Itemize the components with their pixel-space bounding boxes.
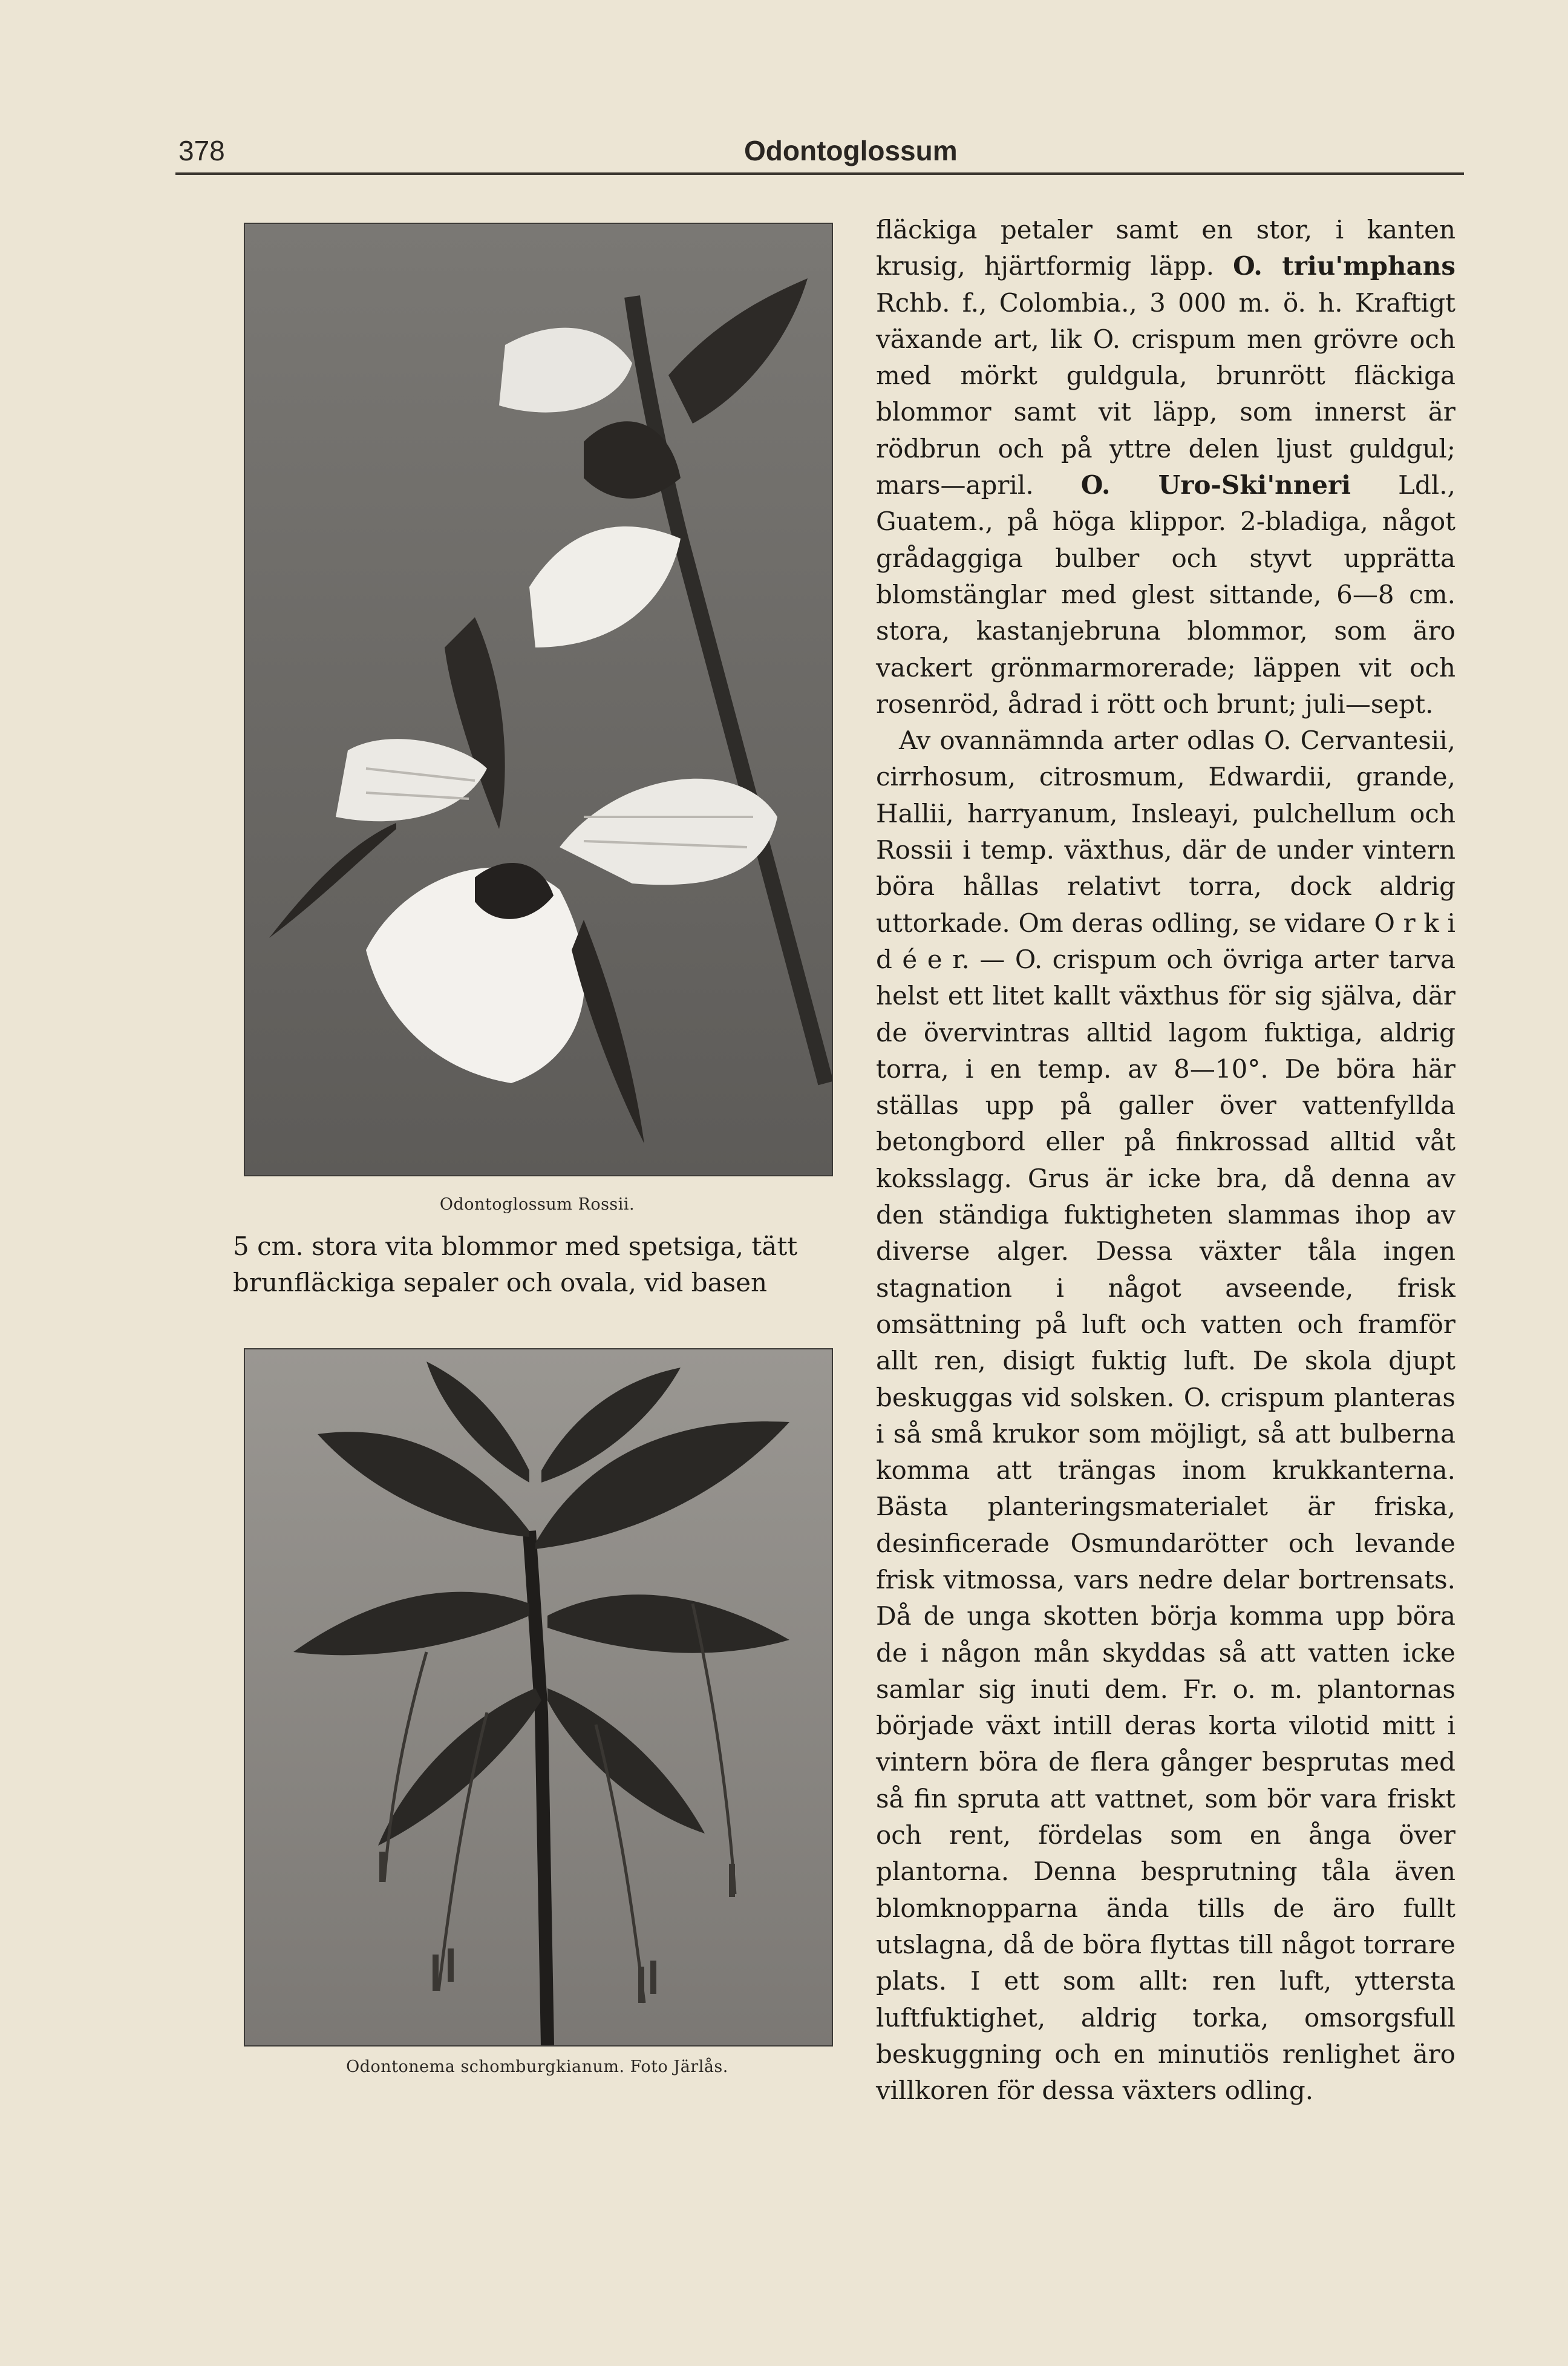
paragraph-2: Av ovannämnda arter odlas O. Cervantesii, cirrhosum, citrosmum, Edwardii, grande, Hallii, harryanum, Insleayi, pulchellum och Rossii i temp. växthus, där de under vintern böra hållas relativt torra, dock aldrig uttorkade. Om deras odling, se vidare O r k i d é e r. — O. crispum och övriga arter tarva helst ett litet kallt växthus för sig själva, där de övervintras alltid lagom fuktiga, aldrig torra, i en temp. av 8—10°. De böra här ställas upp på galler över vattenfyllda betongbord eller på finkrossad alltid våt koksslagg. Grus är icke bra, då denna av den ständiga fuktigheten slammas ihop av diverse alger. Dessa växter tåla ingen stagnation i något avseende, frisk omsättning på luft och vatten och framför allt ren, disigt fuktig luft. De skola djupt beskuggas vid solsken. O. crispum planteras i så små krukor som möjligt, så att bulberna komma att trängas inom krukkanterna. Bästa planteringsmaterialet är friska, desinficerade Osmundarötter och levande frisk vitmossa, vars nedre delar bortrensats. Då de unga skotten börja komma upp böra de i någon mån skyddas så att vatten icke samlar sig inuti dem. Fr. o. m. plantornas började växt intill deras korta vilotid mitt i vintern böra de flera gånger besprutas med så fin spruta att vattnet, som bör vara friskt och rent, fördelas som en ånga över plantorna. Denna besprutning tåla även blomknopparna ända tills de äro fullt utslagna, då de böra flyttas till något torrare plats. I ett som allt: ren luft, yttersta luftfuktighet, aldrig torka, omsorgsfull beskuggning och en minutiös renlighet äro villkoren för dessa växters odling.: [876, 726, 1455, 2106]
p1-text-1: fläckiga petaler samt en stor, i kanten krusig, hjärtformig läpp.: [876, 215, 1455, 281]
species-triumphans: O. triu'mphans: [1233, 251, 1455, 281]
p1-text-3: Ldl., Guatem., på höga klippor. 2-bladiga, något grådaggiga bulber och styvt upprätta blomstänglar med glest sittande, 6—8 cm. stora, kastanjebruna blommor, som äro vackert grönmarmorerade; läppen vit och rosenröd, ådrad i rött och brunt; juli—sept.: [876, 470, 1455, 719]
header-rule: [175, 172, 1464, 175]
left-line-1: 5 cm. stora vita blommor med spetsiga, tätt: [233, 1231, 798, 1261]
orchid-photo: [244, 223, 833, 1176]
species-uro-skinneri: O. Uro-Ski'nneri: [1080, 470, 1351, 500]
orchid-illustration: [245, 224, 832, 1175]
page-number: 378: [178, 135, 225, 166]
p1-text-2: Rchb. f., Colombia., 3 000 m. ö. h. Kraftigt växande art, lik O. crispum men grövre och med mörkt guldgula, brunrött fläckiga blommor samt vit läpp, som innerst är rödbrun och på yttre delen ljust guldgul; mars—april.: [876, 287, 1455, 500]
left-line-2: brunfläckiga sepaler och ovala, vid basen: [233, 1268, 768, 1297]
running-title: Odontoglossum: [744, 135, 958, 166]
right-column: [876, 212, 1455, 2109]
figure-caption-2: Odontonema schomburgkianum. Foto Järlås.: [346, 2057, 728, 2076]
paragraph-1: [876, 212, 1455, 723]
left-column-text: [233, 1228, 829, 1301]
plant-illustration: [245, 1349, 832, 2045]
plant-photo: [244, 1348, 833, 2046]
figure-caption-1: Odontoglossum Rossii.: [439, 1195, 635, 1214]
